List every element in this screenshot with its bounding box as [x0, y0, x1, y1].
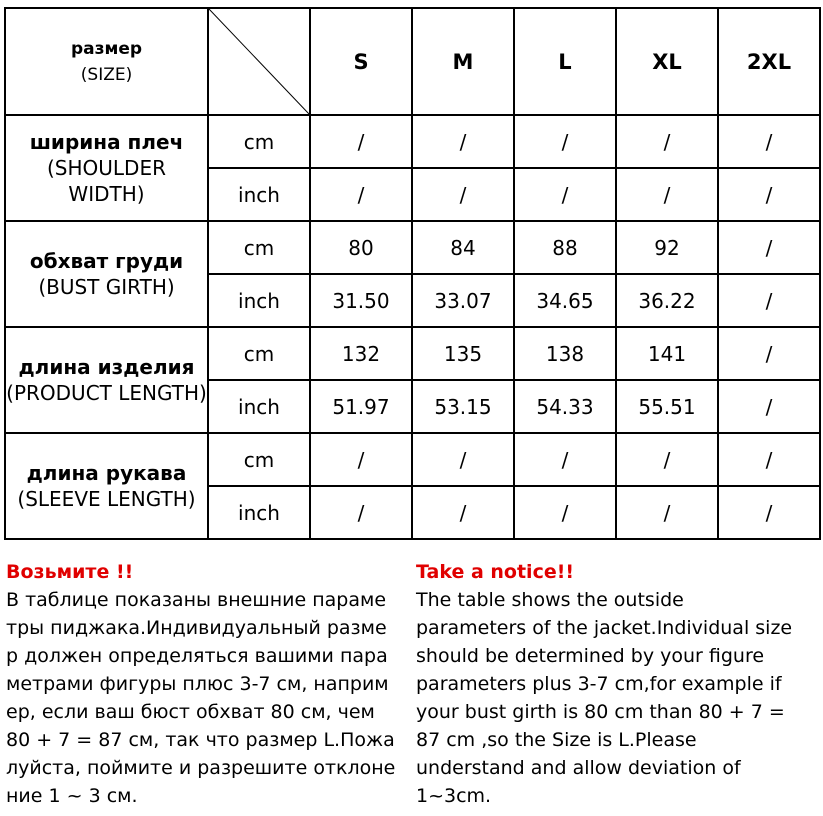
value-cell: /	[412, 168, 514, 221]
value-cell: /	[718, 486, 820, 539]
value-cell: /	[412, 433, 514, 486]
value-cell: 54.33	[514, 380, 616, 433]
unit-cell: cm	[208, 433, 310, 486]
notice-en	[416, 558, 818, 810]
size-chart-table	[4, 7, 821, 540]
unit-cell: inch	[208, 168, 310, 221]
value-cell: /	[718, 433, 820, 486]
value-cell: /	[310, 486, 412, 539]
value-cell: /	[718, 380, 820, 433]
value-cell: /	[616, 115, 718, 168]
value-cell: 138	[514, 327, 616, 380]
notice-text-en: The table shows the outside parameters of the jacket.Individual size should be determined by your figure parameters plus 3-7 cm,for example if your bust girth is 80 cm than 80 + 7 = 87 cm ,so the Size is L.Please understand and allow deviation of 1~3cm.	[416, 589, 793, 807]
value-cell: 53.15	[412, 380, 514, 433]
value-cell: /	[718, 168, 820, 221]
table-row-sleeve-cm	[5, 433, 820, 486]
value-cell: 51.97	[310, 380, 412, 433]
param-name-en: (PRODUCT LENGTH)	[6, 381, 207, 405]
value-cell: /	[514, 486, 616, 539]
value-cell: /	[718, 274, 820, 327]
unit-cell: inch	[208, 380, 310, 433]
notice-title-en: Take a notice!!	[416, 561, 575, 583]
param-name-ru: ширина плеч	[29, 130, 184, 154]
table-row-length-cm	[5, 327, 820, 380]
value-cell: /	[616, 168, 718, 221]
diagonal-corner-cell	[208, 8, 310, 115]
unit-cell: cm	[208, 221, 310, 274]
value-cell: 36.22	[616, 274, 718, 327]
value-cell: /	[514, 115, 616, 168]
value-cell: 84	[412, 221, 514, 274]
size-label-cell	[5, 8, 208, 115]
param-label-sleeve	[5, 433, 208, 539]
notice-text-ru: В таблице показаны внешние параме тры пиджака.Индивидуальный разме р должен определяться вашими пара метрами фигуры плюс 3-7 см, наприм ер, если ваш бюст обхват 80 см, чем 80 + 7 = 87 см, так что размер L.Пожа луйста, поймите и разрешите отклоне ние 1 ~ 3 см.	[6, 589, 396, 807]
size-header: 2XL	[718, 8, 820, 115]
param-name-ru: длина рукава	[26, 461, 187, 485]
value-cell: 34.65	[514, 274, 616, 327]
param-label-bust	[5, 221, 208, 327]
param-label-length	[5, 327, 208, 433]
size-header: XL	[616, 8, 718, 115]
size-header: L	[514, 8, 616, 115]
param-name-ru: обхват груди	[29, 249, 184, 273]
unit-cell: inch	[208, 486, 310, 539]
size-label-en: (SIZE)	[80, 64, 133, 85]
value-cell: 92	[616, 221, 718, 274]
notice-ru	[6, 558, 406, 810]
value-cell: /	[514, 433, 616, 486]
table-header-row	[5, 8, 820, 115]
value-cell: 80	[310, 221, 412, 274]
value-cell: /	[514, 168, 616, 221]
notice-title-ru: Возьмите !!	[6, 561, 134, 583]
value-cell: 132	[310, 327, 412, 380]
value-cell: 33.07	[412, 274, 514, 327]
value-cell: /	[718, 115, 820, 168]
diagonal-line	[209, 9, 309, 114]
param-label-shoulder	[5, 115, 208, 221]
unit-cell: cm	[208, 327, 310, 380]
size-label-ru: размер	[70, 38, 143, 59]
param-name-en: (SLEEVE LENGTH)	[17, 487, 196, 511]
size-header: M	[412, 8, 514, 115]
value-cell: 141	[616, 327, 718, 380]
value-cell: /	[310, 115, 412, 168]
unit-cell: inch	[208, 274, 310, 327]
value-cell: /	[412, 486, 514, 539]
size-header: S	[310, 8, 412, 115]
value-cell: 135	[412, 327, 514, 380]
value-cell: 31.50	[310, 274, 412, 327]
value-cell: /	[718, 327, 820, 380]
unit-cell: cm	[208, 115, 310, 168]
value-cell: /	[310, 433, 412, 486]
param-name-en: (SHOULDER WIDTH)	[47, 156, 166, 206]
param-name-ru: длина изделия	[18, 355, 195, 379]
table-row-shoulder-cm	[5, 115, 820, 168]
value-cell: /	[616, 486, 718, 539]
value-cell: 88	[514, 221, 616, 274]
value-cell: /	[718, 221, 820, 274]
value-cell: 55.51	[616, 380, 718, 433]
value-cell: /	[412, 115, 514, 168]
value-cell: /	[310, 168, 412, 221]
param-name-en: (BUST GIRTH)	[38, 275, 175, 299]
value-cell: /	[616, 433, 718, 486]
table-row-bust-cm	[5, 221, 820, 274]
